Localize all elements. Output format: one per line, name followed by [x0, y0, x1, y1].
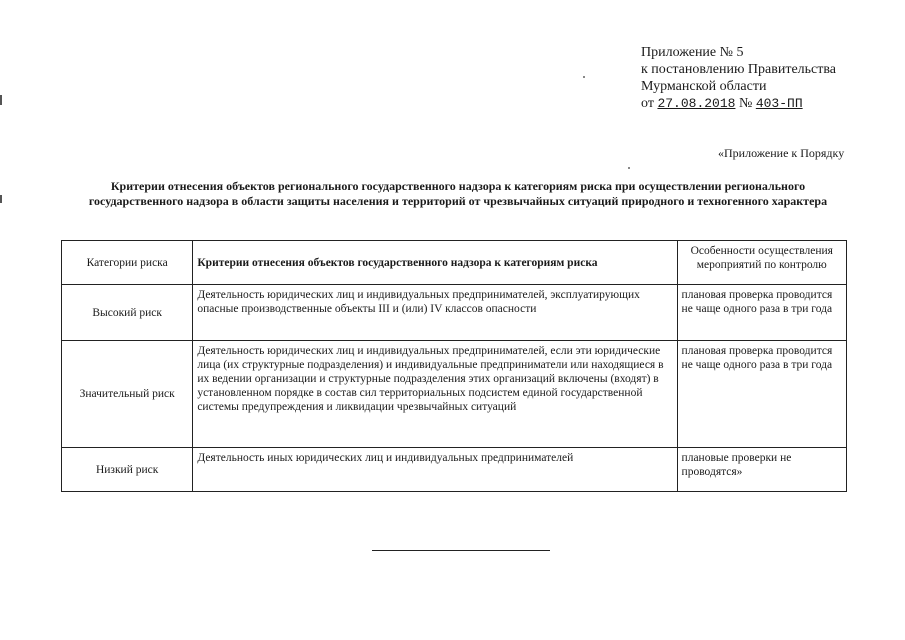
row-criteria: Деятельность юридических лиц и индивидуальных предпринимателей, эксплуатирующих опасные производственные объекты III и (или) IV классов опасности: [193, 285, 677, 341]
date-number-line: [641, 95, 836, 112]
row-features: плановые проверки не проводятся»: [677, 448, 846, 492]
scan-edge-mark: [0, 95, 2, 105]
number-value: 403-ПП: [755, 96, 803, 111]
table-row: [62, 285, 847, 341]
closing-rule: [372, 550, 550, 551]
region-name: Мурманской области: [641, 79, 767, 94]
appendix-header: [641, 44, 836, 112]
header-features: Особенности осуществления мероприятий по контролю: [677, 241, 846, 285]
date-prefix: от: [641, 96, 654, 111]
row-category: Значительный риск: [62, 341, 193, 448]
row-criteria: Деятельность юридических лиц и индивидуальных предпринимателей, если эти юридические лица (их структурные подразделения) и индивидуальные предприниматели или находящиеся в их ведении организации и структурные подразделения этих организаций включены (входят) в установленном порядке в состав сил территориальных подсистем единой государственной системы предупреждения и ликвидации чрезвычайных ситуаций: [193, 341, 677, 448]
row-features: плановая проверка проводится не чаще одного раза в три года: [677, 285, 846, 341]
scan-edge-mark: [0, 195, 2, 203]
date-value: 27.08.2018: [657, 96, 736, 111]
document-title: Критерии отнесения объектов регионального государственного надзора к категориям риска при осуществлении регионального государственного надзора в области защиты населения и территорий от чрезвычайных ситуаций природного и техногенного характера: [88, 179, 828, 208]
appendix-number: Приложение № 5: [641, 45, 744, 60]
resolution-reference: к постановлению Правительства: [641, 62, 837, 77]
table-header-row: [62, 241, 847, 285]
row-category: Высокий риск: [62, 285, 193, 341]
row-criteria: Деятельность иных юридических лиц и индивидуальных предпринимателей: [193, 448, 677, 492]
number-prefix: №: [738, 96, 753, 111]
row-features: плановая проверка проводится не чаще одного раза в три года: [677, 341, 846, 448]
procedure-reference: «Приложение к Порядку: [718, 146, 845, 160]
row-category: Низкий риск: [62, 448, 193, 492]
scan-speck: [583, 76, 585, 78]
criteria-table: [61, 240, 847, 492]
header-category: Категории риска: [62, 241, 193, 285]
scan-speck: [628, 167, 630, 169]
table-row: [62, 448, 847, 492]
table-row: [62, 341, 847, 448]
header-criteria: Критерии отнесения объектов государственного надзора к категориям риска: [193, 241, 677, 285]
